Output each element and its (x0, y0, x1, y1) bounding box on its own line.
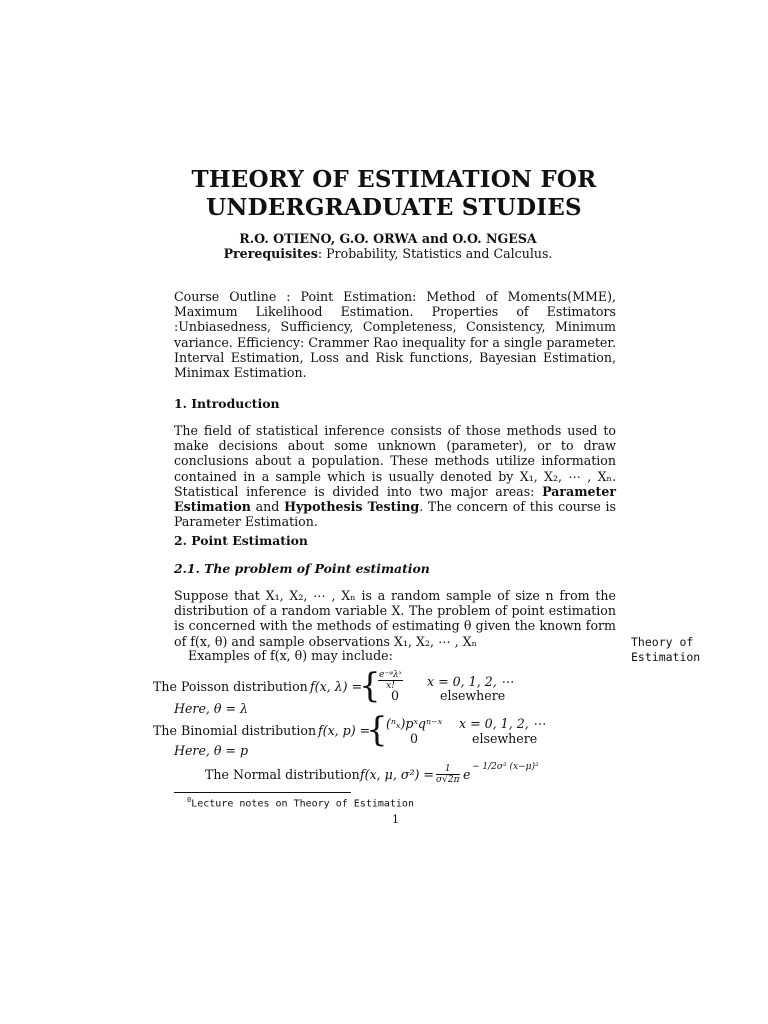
normal-fraction (436, 764, 460, 785)
binomial-condition-2: elsewhere (472, 731, 538, 746)
binomial-case-2: 0 (410, 731, 419, 746)
binomial-label: The Binomial distribution (153, 723, 317, 738)
intro-bold-parameter-estimation: Parameter Estimation (174, 483, 616, 515)
section-2-1-heading: 2.1. The problem of Point estimation (174, 561, 430, 576)
footnote-rule (174, 792, 351, 793)
prerequisites-text: : Probability, Statistics and Calculus. (317, 246, 553, 261)
binomial-here: Here, θ = p (174, 743, 249, 758)
page-title-line-1: THEORY OF ESTIMATION FOR (191, 166, 597, 193)
binomial-case-1: (ⁿₓ)pˣqⁿ⁻ˣ (386, 716, 443, 731)
page-number: 1 (392, 813, 399, 826)
normal-label: The Normal distribution (205, 767, 360, 782)
poisson-here: Here, θ = λ (174, 701, 249, 716)
introduction-paragraph (174, 423, 616, 529)
poisson-denominator: x! (386, 681, 395, 691)
footnote-text: Lecture notes on Theory of Estimation (191, 798, 414, 810)
poisson-case-2: 0 (391, 688, 400, 703)
page-title-line-2: UNDERGRADUATE STUDIES (206, 194, 582, 221)
poisson-lhs: f(x, λ) = (310, 679, 363, 694)
intro-bold-hypothesis-testing: Hypothesis Testing (284, 499, 420, 515)
binomial-condition-1: x = 0, 1, 2, ⋯ (459, 716, 546, 731)
section-2-heading: 2. Point Estimation (174, 533, 308, 548)
intro-text-1: The field of statistical inference consists of those methods used to make decisions about some unknown (parameter), or to draw conclusions about a population. These methods utilize information contained in a sample which is usually denoted by X₁, X₂, ⋯ , Xₙ. Statistical inference is divided into two major areas: (174, 423, 616, 499)
intro-text-and: and (250, 499, 285, 515)
examples-line: Examples of f(x, θ) may include: (188, 648, 393, 663)
course-outline: Course Outline : Point Estimation: Method of Moments(MME), Maximum Likelihood Estimation. Properties of Estimators :Unbiasedness, Sufficiency, Completeness, Consistency, Minimum variance. Efficiency: Crammer Rao inequality for a single parameter. Interval Estimation, Loss and Risk functions, Bayesian Estimation, Minimax Estimation. (174, 289, 616, 381)
normal-exponent: − 1/2σ² (x−μ)² (472, 762, 539, 772)
footnote (187, 796, 414, 809)
intro-text-2: . The concern of this course is Parameter Estimation. (174, 499, 617, 530)
binomial-lhs: f(x, p) = (318, 723, 371, 738)
poisson-numerator: e⁻ᵠλˣ (379, 670, 402, 680)
normal-exp-base: e (463, 767, 471, 782)
normal-lhs: f(x, μ, σ²) = (360, 767, 434, 782)
section-1-heading: 1. Introduction (174, 396, 280, 411)
normal-denominator: σ√2π (436, 775, 460, 785)
poisson-condition-1: x = 0, 1, 2, ⋯ (427, 674, 514, 689)
footnote-mark: 0 (187, 796, 192, 804)
margin-note-line-2: Estimation (631, 650, 701, 664)
binomial-brace: { (366, 710, 388, 750)
prerequisites (0, 246, 768, 261)
authors: R.O. OTIENO, G.O. ORWA and O.O. NGESA (239, 231, 537, 246)
prerequisites-label: Prerequisites (223, 246, 318, 261)
poisson-brace: { (359, 666, 381, 706)
margin-note (631, 635, 700, 665)
poisson-label: The Poisson distribution (153, 679, 308, 694)
point-estimation-paragraph: Suppose that X₁, X₂, ⋯ , Xₙ is a random sample of size n from the distribution of a random variable X. The problem of point estimation is concerned with the methods of estimating θ given the known form of f(x, θ) and sample observations X₁, X₂, ⋯ , Xₙ (174, 588, 616, 649)
margin-note-line-1: Theory of (631, 635, 694, 649)
poisson-condition-2: elsewhere (440, 688, 506, 703)
normal-numerator: 1 (436, 764, 460, 775)
